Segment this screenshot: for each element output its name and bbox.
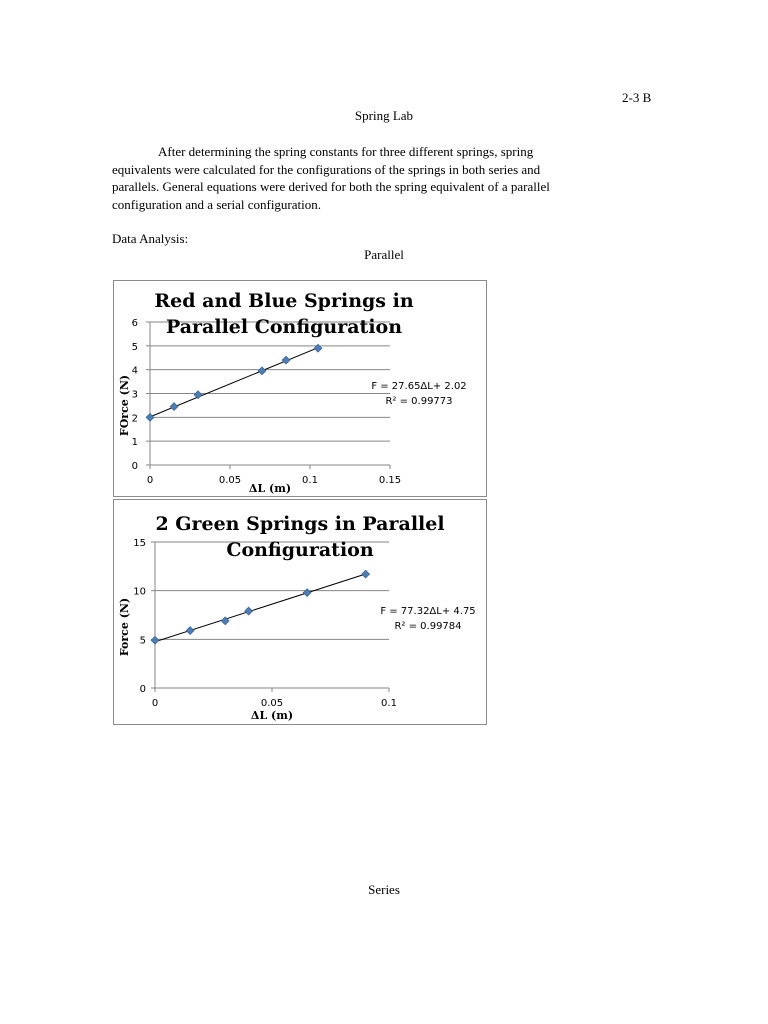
- trendline-equation: F = 77.32ΔL+ 4.75: [380, 606, 476, 617]
- y-tick-label: 15: [133, 538, 146, 549]
- data-point: [362, 570, 370, 578]
- trendline-equation: F = 27.65ΔL+ 2.02: [371, 381, 467, 392]
- y-tick-label: 3: [131, 389, 138, 401]
- y-tick-label: 1: [131, 437, 138, 449]
- y-axis-label: Force (N): [118, 597, 131, 657]
- x-axis-label: ΔL (m): [250, 709, 294, 722]
- y-tick-label: 6: [131, 318, 138, 329]
- x-tick-label: 0.1: [381, 698, 397, 709]
- x-axis-label: ΔL (m): [248, 482, 292, 495]
- y-tick-label: 2: [131, 413, 138, 425]
- x-tick-label: 0: [151, 698, 159, 709]
- trendline-equation: R² = 0.99784: [394, 621, 462, 632]
- data-analysis-label: Data Analysis:: [112, 231, 189, 246]
- paragraph-line: After determining the spring constants for three different springs, spring: [158, 144, 534, 159]
- parallel-heading: Parallel: [364, 247, 404, 262]
- chart-title-line: Configuration: [226, 539, 374, 561]
- data-point: [282, 356, 290, 364]
- y-axis-label: FOrce (N): [118, 374, 131, 437]
- page-code: 2-3 B: [622, 90, 652, 105]
- chart-svg: [114, 500, 486, 724]
- data-point: [151, 636, 159, 644]
- series-heading: Series: [368, 882, 400, 897]
- chart-title-line: 2 Green Springs in Parallel: [155, 513, 445, 535]
- x-tick-label: 0: [146, 475, 154, 486]
- y-tick-label: 5: [139, 635, 146, 647]
- trendline: [155, 574, 366, 642]
- data-point: [245, 607, 253, 615]
- data-point: [258, 367, 266, 375]
- data-point: [303, 589, 311, 597]
- chart-red-blue-parallel: [113, 280, 487, 497]
- chart-title-line: Parallel Configuration: [165, 316, 403, 338]
- x-tick-label: 0.1: [302, 475, 318, 486]
- y-tick-label: 0: [139, 684, 146, 695]
- y-tick-label: 0: [131, 461, 138, 472]
- y-tick-label: 4: [131, 365, 138, 377]
- data-point: [194, 391, 202, 399]
- paragraph-line: parallels. General equations were derived for both the spring equivalent of a parallel: [112, 179, 550, 194]
- y-tick-label: 10: [133, 586, 146, 598]
- x-tick-label: 0.05: [260, 698, 284, 709]
- data-point: [170, 403, 178, 411]
- paragraph-line: configuration and a serial configuration.: [112, 196, 322, 212]
- chart-title-line: Red and Blue Springs in: [154, 290, 414, 312]
- document-title: Spring Lab: [354, 108, 414, 123]
- y-tick-label: 5: [131, 341, 138, 353]
- chart-green-parallel: [113, 499, 487, 725]
- trendline-equation: R² = 0.99773: [385, 396, 453, 407]
- x-tick-label: 0.15: [378, 475, 402, 486]
- paragraph-line: equivalents were calculated for the configurations of the springs in both series and: [112, 161, 541, 177]
- data-point: [146, 413, 154, 421]
- chart-svg: [114, 281, 486, 496]
- data-point: [186, 627, 194, 635]
- x-tick-label: 0.05: [218, 475, 242, 486]
- intro-paragraph: [112, 143, 632, 213]
